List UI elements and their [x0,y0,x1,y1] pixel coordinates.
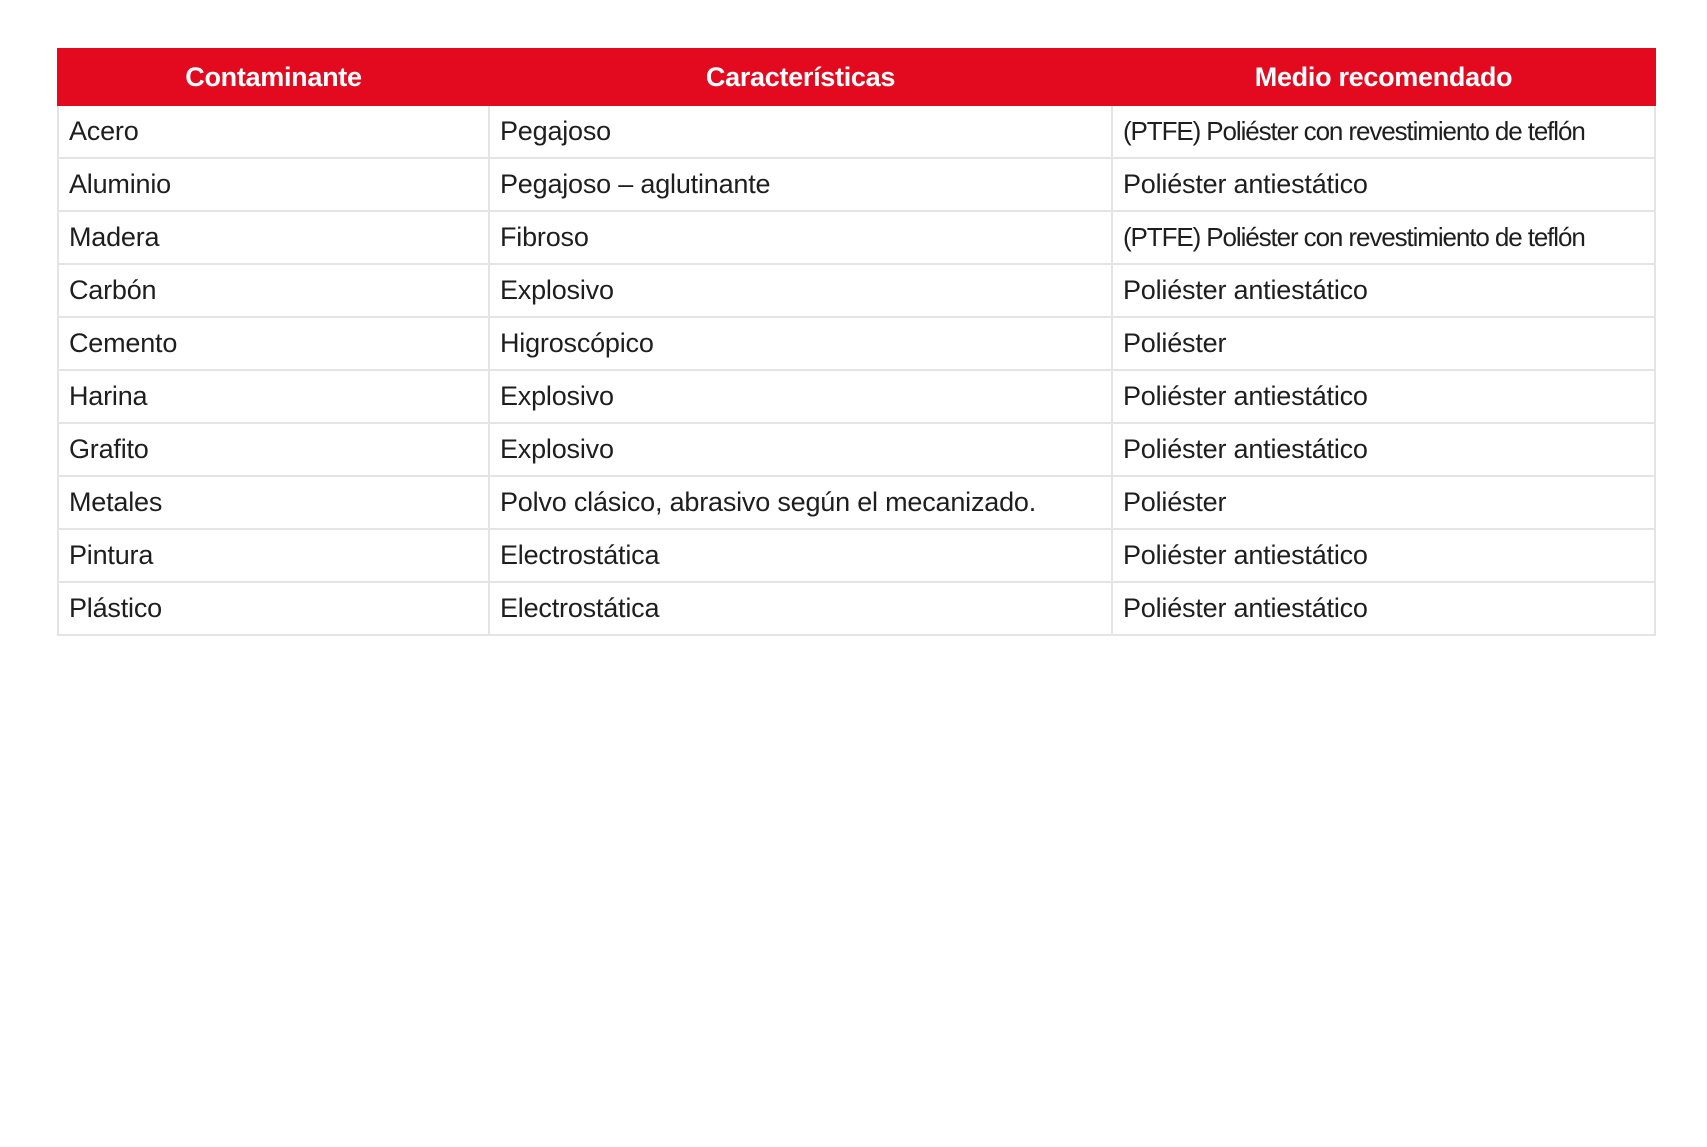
cell-caracteristicas: Electrostática [489,582,1112,635]
cell-contaminante: Pintura [58,529,489,582]
cell-medio-recomendado: (PTFE) Poliéster con revestimiento de teflón [1112,211,1655,264]
cell-medio-recomendado: Poliéster [1112,317,1655,370]
cell-caracteristicas: Polvo clásico, abrasivo según el mecanizado. [489,476,1112,529]
table-row [58,423,1655,476]
cell-medio-recomendado: Poliéster antiestático [1112,529,1655,582]
cell-contaminante: Carbón [58,264,489,317]
cell-medio-recomendado: Poliéster antiestático [1112,423,1655,476]
cell-contaminante: Plástico [58,582,489,635]
cell-contaminante: Cemento [58,317,489,370]
cell-contaminante: Metales [58,476,489,529]
table-row [58,211,1655,264]
cell-medio-recomendado: Poliéster antiestático [1112,158,1655,211]
table-row [58,264,1655,317]
cell-caracteristicas: Explosivo [489,264,1112,317]
header-contaminante: Contaminante [58,49,489,105]
table-row [58,476,1655,529]
cell-contaminante: Harina [58,370,489,423]
table-row [58,370,1655,423]
table-row [58,582,1655,635]
header-caracteristicas: Características [489,49,1112,105]
table-row [58,105,1655,158]
table-row [58,158,1655,211]
cell-medio-recomendado: Poliéster [1112,476,1655,529]
table-header [58,49,1655,105]
media-recommendation-table [57,48,1656,636]
cell-caracteristicas: Explosivo [489,423,1112,476]
cell-contaminante: Grafito [58,423,489,476]
cell-medio-recomendado: Poliéster antiestático [1112,264,1655,317]
cell-medio-recomendado: Poliéster antiestático [1112,582,1655,635]
cell-caracteristicas: Electrostática [489,529,1112,582]
cell-medio-recomendado: (PTFE) Poliéster con revestimiento de teflón [1112,105,1655,158]
table-row [58,317,1655,370]
cell-contaminante: Madera [58,211,489,264]
cell-caracteristicas: Fibroso [489,211,1112,264]
header-medio-recomendado: Medio recomendado [1112,49,1655,105]
cell-caracteristicas: Higroscópico [489,317,1112,370]
cell-caracteristicas: Explosivo [489,370,1112,423]
media-recommendation-table-container [57,48,1654,636]
cell-caracteristicas: Pegajoso – aglutinante [489,158,1112,211]
table-row [58,529,1655,582]
table-body [58,105,1655,635]
header-row [58,49,1655,105]
cell-contaminante: Acero [58,105,489,158]
cell-contaminante: Aluminio [58,158,489,211]
cell-caracteristicas: Pegajoso [489,105,1112,158]
cell-medio-recomendado: Poliéster antiestático [1112,370,1655,423]
